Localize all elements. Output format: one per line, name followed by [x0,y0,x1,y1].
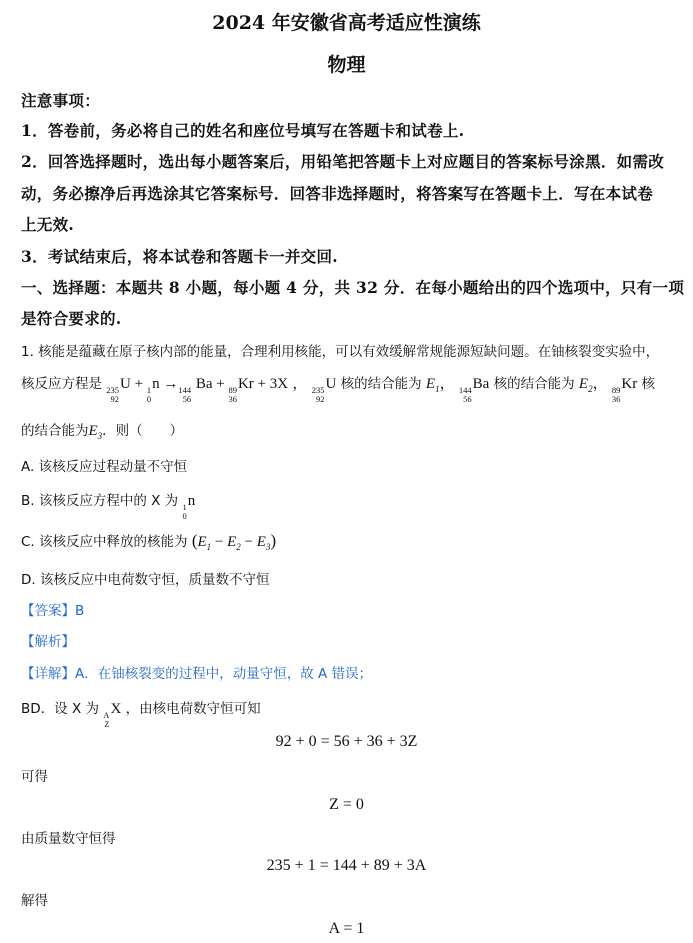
detail-line-a: 【详解】A．在铀核裂变的过程中，动量守恒，故 A 错误； [21,666,373,682]
notice-item-2-line-3: 上无效. [21,215,75,234]
text-mass-conservation: 由质量数守恒得 [21,831,116,847]
question-stem-line-1: 1. 核能是蕴藏在原子核内部的能量，合理利用核能，可以有效缓解常规能源短缺问题。在铀核裂变实验中， [21,344,660,360]
equation-z: Z = 0 [329,796,364,813]
subject-title: 物理 [327,54,366,76]
equation-mass: 235 + 1 = 144 + 89 + 3A [266,857,427,874]
option-a: A. 该核反应过程动量不守恒 [21,459,188,475]
text-keyi: 可得 [21,769,48,785]
option-c: C. 该核反应中释放的核能为 $(E_1 - E_2 - E_3)$ [21,531,277,552]
option-b: B. 该核反应方程中的 X 为 1 0 n [21,493,196,521]
stem-prefix: 核反应方程是 [21,376,102,392]
detail-line-bd: BD．设 X 为 A Z X ，由核电荷数守恒可知 [21,701,261,729]
notice-item-3: 3．考试结束后，将本试卷和答题卡一并交回. [21,247,338,266]
option-d: D. 该核反应中电荷数守恒，质量数不守恒 [21,572,270,588]
question-stem-line-2: 核反应方程是 235 92 U + 1 0 n → 144 56 Ba + 89 36 Kr + 3X ， 235 92 U 核的结合能为 $E_1$， 144 56 Ba 核的结合能为 $E_2$， 89 36 Kr 核 [21,376,655,404]
equation-charge: 92 + 0 = 56 + 36 + 3Z [275,733,418,750]
notice-item-2-line-1: 2．回答选择题时，选出每小题答案后，用铅笔把答题卡上对应题目的答案标号涂黑．如需改 [21,152,665,171]
exam-title: 2024 年安徽省高考适应性演练 [212,12,481,34]
answer-label: 【答案】B [21,603,85,619]
section-heading-line-1: 一、选择题：本题共 8 小题，每小题 4 分，共 32 分．在每小题给出的四个选项中，只有一项 [21,278,685,297]
notice-item-2-line-2: 动，务必擦净后再选涂其它答案标号．回答非选择题时，将答案写在答题卡上．写在本试卷 [21,184,654,203]
analysis-label: 【解析】 [21,634,75,650]
notice-heading: 注意事项： [21,91,101,110]
notice-item-1: 1．答卷前，务必将自己的姓名和座位号填写在答题卡和试卷上. [21,121,465,140]
section-heading-line-2: 是符合要求的. [21,309,122,328]
equation-a: A = 1 [328,920,365,937]
question-stem-line-3: 的结合能为$E_3$．则（ ） [21,423,184,441]
text-jiede: 解得 [21,893,48,909]
reaction-equation: 235 92 U + 1 0 n → 144 56 Ba + 89 36 Kr + 3X [106,376,289,404]
